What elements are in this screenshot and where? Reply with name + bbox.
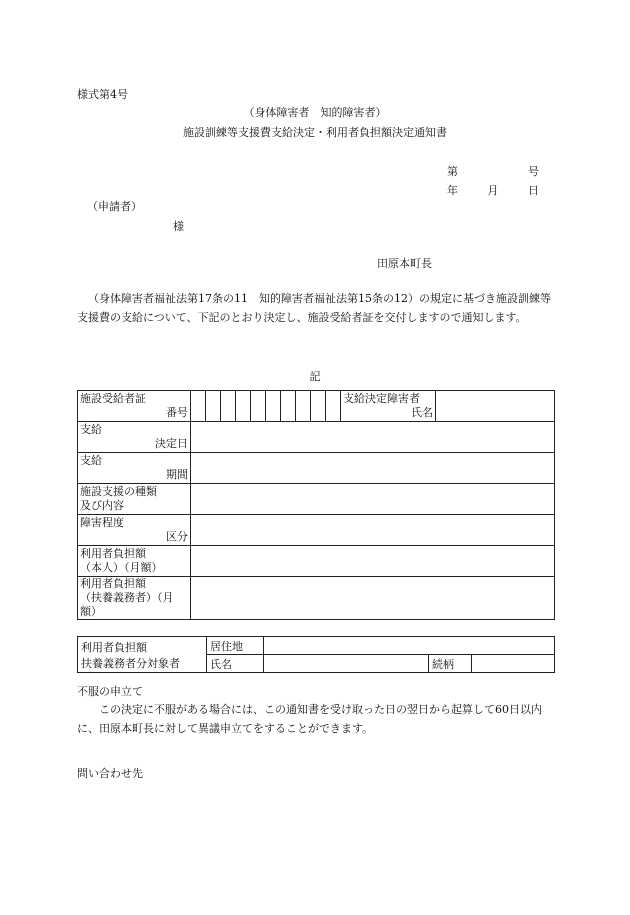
recipient-name-field[interactable] <box>436 391 555 422</box>
row-user-burden <box>78 546 555 577</box>
guardian-table-label-top: 利用者負担額 <box>81 640 147 654</box>
decision-date-label <box>78 422 191 453</box>
disability-label-top: 障害程度 <box>80 516 124 529</box>
row-decision-date <box>78 422 555 453</box>
year-label: 年 <box>447 184 458 197</box>
user-burden-label <box>78 546 191 577</box>
guardian-table-label <box>78 637 207 673</box>
decision-table <box>77 390 555 620</box>
user-burden-field[interactable] <box>191 546 555 577</box>
service-label <box>78 484 191 515</box>
recipient-label-bottom: 氏名 <box>411 406 433 419</box>
disability-label <box>78 515 191 546</box>
decision-date-label-top: 支給 <box>80 423 102 436</box>
relation-field[interactable] <box>472 655 555 673</box>
number-suffix: 号 <box>528 165 539 178</box>
cert-digit-cell[interactable] <box>311 391 326 422</box>
notice-number-line <box>447 163 539 179</box>
cert-digit-cell[interactable] <box>251 391 266 422</box>
cert-digit-cell[interactable] <box>266 391 281 422</box>
guardian-burden-label <box>78 577 191 620</box>
recipient-label-top: 支給決定障害者 <box>343 392 420 405</box>
cert-digit-cell[interactable] <box>221 391 236 422</box>
name-field[interactable] <box>264 655 429 673</box>
objection-title: 不服の申立て <box>77 685 143 698</box>
cert-digit-cell[interactable] <box>206 391 221 422</box>
cert-label-top: 施設受給者証 <box>80 392 146 405</box>
document-title: 施設訓練等支援費支給決定・利用者負担額決定通知書 <box>183 126 447 139</box>
form-number: 様式第4号 <box>77 88 128 101</box>
user-burden-label-bottom: （本人）（月額） <box>80 561 163 574</box>
guardian-burden-field[interactable] <box>191 577 555 620</box>
decision-date-field[interactable] <box>191 422 555 453</box>
decision-date-label-bottom: 決定日 <box>155 437 188 450</box>
guardian-row-address <box>78 637 555 655</box>
cert-label-bottom: 番号 <box>166 406 188 419</box>
cert-digit-cell[interactable] <box>236 391 251 422</box>
user-burden-label-top: 利用者負担額 <box>80 547 146 560</box>
service-field[interactable] <box>191 484 555 515</box>
disability-field[interactable] <box>191 515 555 546</box>
document-subtitle: （身体障害者 知的障害者） <box>243 106 387 119</box>
period-label <box>78 453 191 484</box>
cert-digit-cell[interactable] <box>296 391 311 422</box>
address-field[interactable] <box>264 637 555 655</box>
service-label-bottom: 及び内容 <box>80 499 124 512</box>
address-label: 居住地 <box>207 637 264 655</box>
service-label-top: 施設支援の種類 <box>80 485 157 498</box>
body-text: （身体障害者福祉法第17条の11 知的障害者福祉法第15条の12）の規定に基づき施設訓練等支援費の支給について、下記のとおり決定し、施設受給者証を交付しますので通知します。 <box>77 292 551 324</box>
day-label: 日 <box>528 184 539 197</box>
period-label-top: 支給 <box>80 454 102 467</box>
period-label-bottom: 期間 <box>166 468 188 481</box>
row-guardian-burden <box>78 577 555 620</box>
name-label: 氏名 <box>207 655 264 673</box>
row-service <box>78 484 555 515</box>
relation-label: 続柄 <box>429 655 472 673</box>
guardian-table-label-bottom: 扶養義務者分対象者 <box>81 656 180 670</box>
number-prefix: 第 <box>447 165 458 178</box>
disability-label-bottom: 区分 <box>166 530 188 543</box>
ki-heading: 記 <box>309 370 321 383</box>
inquiry-label: 問い合わせ先 <box>77 767 143 780</box>
issuer: 田原本町長 <box>377 257 432 270</box>
cert-number-label <box>78 391 191 422</box>
row-certificate <box>78 391 555 422</box>
row-disability <box>78 515 555 546</box>
recipient-name-label <box>341 391 436 422</box>
guardian-burden-label-bottom: （扶養義務者）（月額） <box>80 591 174 618</box>
objection-text: この決定に不服がある場合には、この通知書を受け取った日の翌日から起算して60日以内に、田原本町長に対して異議申立てをすることができます。 <box>77 703 542 735</box>
honorific: 様 <box>173 220 184 233</box>
row-period <box>78 453 555 484</box>
guardian-burden-label-top: 利用者負担額 <box>80 577 146 590</box>
month-label: 月 <box>487 184 499 197</box>
period-field[interactable] <box>191 453 555 484</box>
date-line <box>447 182 539 198</box>
cert-digit-cell[interactable] <box>191 391 206 422</box>
cert-digit-cell[interactable] <box>326 391 341 422</box>
applicant-label: （申請者） <box>87 200 142 213</box>
cert-digit-cell[interactable] <box>281 391 296 422</box>
guardian-table <box>77 636 555 673</box>
